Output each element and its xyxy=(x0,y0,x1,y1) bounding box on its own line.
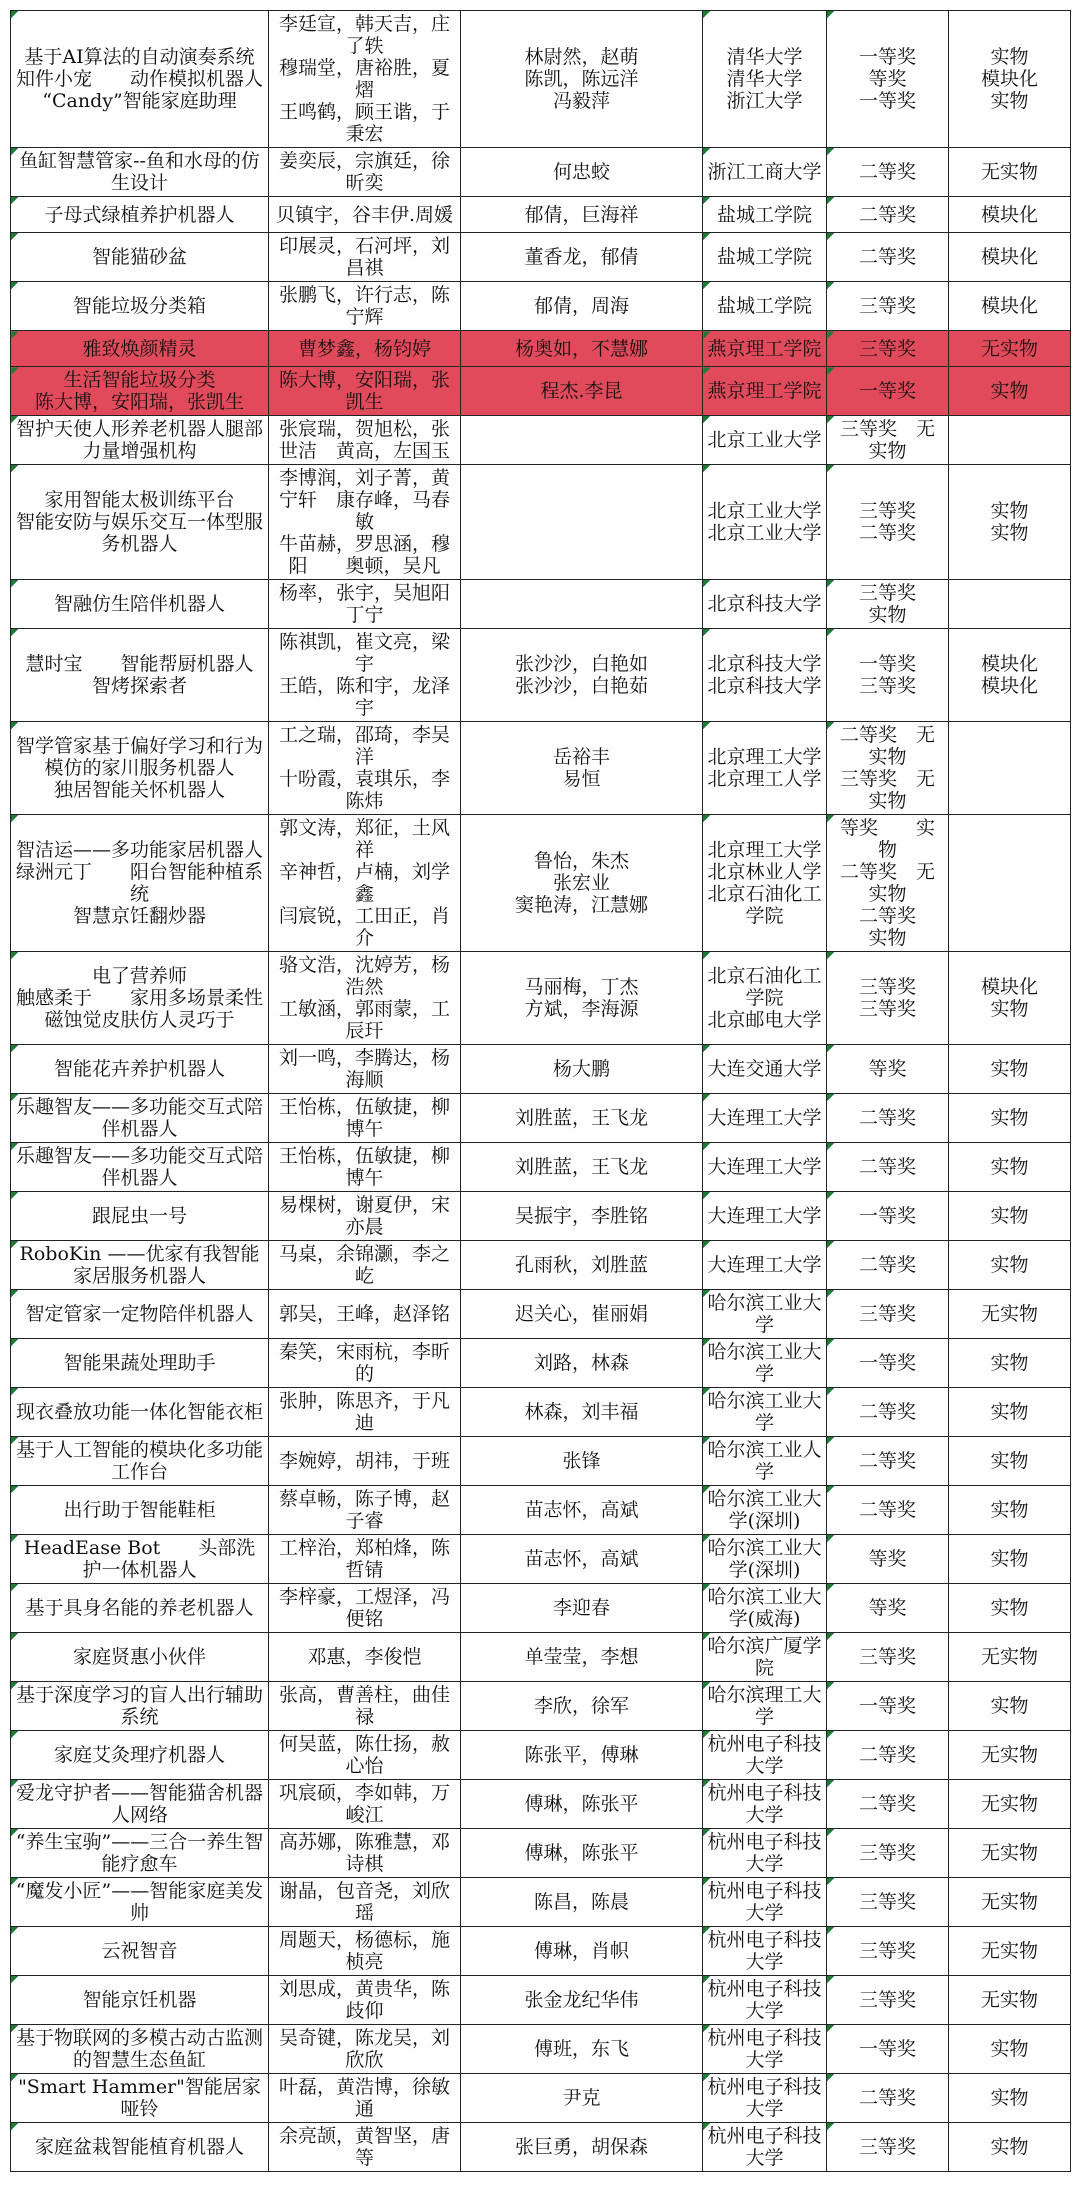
advisors-cell: 迟关心，崔丽娟 xyxy=(461,1290,703,1339)
students-cell: 巩宸硕，李如韩，万峻江 xyxy=(269,1780,461,1829)
school-cell: 北京理工大学 北京林业人学 北京石油化工学院 xyxy=(703,815,827,952)
form-cell: 实物 xyxy=(949,1192,1071,1241)
table-row xyxy=(11,2123,1071,2172)
award-cell: 三等奖 xyxy=(827,1976,949,2025)
advisors-cell: 陈昌，陈晨 xyxy=(461,1878,703,1927)
project-name-cell: 基于人工智能的模块化多功能工作台 xyxy=(11,1437,269,1486)
students-cell: 张宸瑞，贺旭松，张世洁 黄高，左国玉 xyxy=(269,416,461,465)
award-cell: 一等奖 三等奖 xyxy=(827,629,949,722)
advisors-cell: 傅琳，肖帜 xyxy=(461,1927,703,1976)
award-cell: 三等奖 三等奖 xyxy=(827,952,949,1045)
form-cell: 无实物 xyxy=(949,1976,1071,2025)
form-cell: 无实物 xyxy=(949,148,1071,197)
students-cell: 高苏娜，陈雅慧，邓诗棋 xyxy=(269,1829,461,1878)
award-cell: 三等奖 xyxy=(827,2123,949,2172)
award-cell: 等奖 xyxy=(827,1584,949,1633)
form-cell: 无实物 xyxy=(949,1731,1071,1780)
advisors-cell: 董香龙，郁倩 xyxy=(461,233,703,282)
students-cell: 李梓豪，工煜泽，冯便铭 xyxy=(269,1584,461,1633)
school-cell: 北京理工大学 北京理工人学 xyxy=(703,722,827,815)
advisors-cell: 张金龙纪华伟 xyxy=(461,1976,703,2025)
form-cell: 模块化 xyxy=(949,197,1071,233)
advisors-cell: 杨大鹏 xyxy=(461,1045,703,1094)
students-cell: 刘思成，黄贵华，陈歧仰 xyxy=(269,1976,461,2025)
project-name-cell: "Smart Hammer"智能居家哑铃 xyxy=(11,2074,269,2123)
school-cell: 大连交通大学 xyxy=(703,1045,827,1094)
students-cell: 陈祺凯，崔文亮，梁宇 王皓，陈和宇，龙泽宇 xyxy=(269,629,461,722)
school-cell: 哈尔滨工业大学(深圳) xyxy=(703,1535,827,1584)
form-cell: 无实物 xyxy=(949,1290,1071,1339)
project-name-cell: 跟屁虫一号 xyxy=(11,1192,269,1241)
school-cell: 北京工业大学 北京工业大学 xyxy=(703,465,827,580)
students-cell: 张肿，陈思齐，于凡迪 xyxy=(269,1388,461,1437)
advisors-cell: 何忠蛟 xyxy=(461,148,703,197)
form-cell xyxy=(949,580,1071,629)
project-name-cell: 乐趣智友——多功能交互式陪伴机器人 xyxy=(11,1094,269,1143)
school-cell: 杭州电子科技大学 xyxy=(703,1731,827,1780)
project-name-cell: 智能垃圾分类箱 xyxy=(11,282,269,331)
table-row xyxy=(11,1045,1071,1094)
table-row xyxy=(11,1437,1071,1486)
students-cell: 杨率，张宇，吴旭阳 丁宁 xyxy=(269,580,461,629)
table-row xyxy=(11,815,1071,952)
award-cell: 三等奖 二等奖 xyxy=(827,465,949,580)
students-cell: 曹梦鑫，杨钧婷 xyxy=(269,331,461,367)
students-cell: 邓惠，李俊恺 xyxy=(269,1633,461,1682)
advisors-cell: 程杰.李昆 xyxy=(461,367,703,416)
table-row xyxy=(11,1682,1071,1731)
project-name-cell: 鱼缸智慧管家--鱼和水母的仿生设计 xyxy=(11,148,269,197)
students-cell: 谢晶，包音尧，刘欣瑶 xyxy=(269,1878,461,1927)
award-cell: 等奖 实物 二等奖 无实物 二等奖 实物 xyxy=(827,815,949,952)
school-cell: 杭州电子科技大学 xyxy=(703,1878,827,1927)
advisors-cell xyxy=(461,465,703,580)
table-row xyxy=(11,282,1071,331)
form-cell xyxy=(949,815,1071,952)
school-cell: 杭州电子科技大学 xyxy=(703,1927,827,1976)
school-cell: 杭州电子科技大学 xyxy=(703,1976,827,2025)
students-cell: 余亮颉，黄智坚，唐等 xyxy=(269,2123,461,2172)
award-cell: 二等奖 xyxy=(827,1437,949,1486)
advisors-cell xyxy=(461,416,703,465)
project-name-cell: 家用智能太极训练平台 智能安防与娱乐交互一体型服务机器人 xyxy=(11,465,269,580)
advisors-cell: 张锋 xyxy=(461,1437,703,1486)
award-cell: 等奖 xyxy=(827,1045,949,1094)
school-cell: 杭州电子科技大学 xyxy=(703,2025,827,2074)
project-name-cell: 智能猫砂盆 xyxy=(11,233,269,282)
students-cell: 印展灵，石河坪，刘昌祺 xyxy=(269,233,461,282)
school-cell: 北京石油化工学院 北京邮电大学 xyxy=(703,952,827,1045)
school-cell: 杭州电子科技大学 xyxy=(703,1780,827,1829)
table-row xyxy=(11,1927,1071,1976)
award-cell: 二等奖 无实物 三等奖 无实物 xyxy=(827,722,949,815)
project-name-cell: 智融仿生陪伴机器人 xyxy=(11,580,269,629)
project-name-cell: 智学管家基于偏好学习和行为模仿的家川服务机器人 独居智能关怀机器人 xyxy=(11,722,269,815)
students-cell: 陈大博，安阳瑞，张凯生 xyxy=(269,367,461,416)
table-row xyxy=(11,1339,1071,1388)
table-row xyxy=(11,233,1071,282)
school-cell: 哈尔滨广厦学院 xyxy=(703,1633,827,1682)
project-name-cell: 云祝智音 xyxy=(11,1927,269,1976)
award-cell: 三等奖 xyxy=(827,1878,949,1927)
table-row xyxy=(11,1143,1071,1192)
advisors-cell: 傅琳，陈张平 xyxy=(461,1829,703,1878)
advisors-cell: 郁倩，巨海祥 xyxy=(461,197,703,233)
form-cell: 无实物 xyxy=(949,1878,1071,1927)
advisors-cell: 尹克 xyxy=(461,2074,703,2123)
advisors-cell: 单莹莹，李想 xyxy=(461,1633,703,1682)
table-row xyxy=(11,1290,1071,1339)
table-row xyxy=(11,11,1071,148)
students-cell: 郭文涛，郑征，土风祥 辛神哲，卢楠，刘学鑫 闫宸锐，工田正，肖介 xyxy=(269,815,461,952)
table-row xyxy=(11,952,1071,1045)
school-cell: 杭州电子科技大学 xyxy=(703,1829,827,1878)
advisors-cell: 鲁怡，朱杰 张宏业 窦艳涛，江慧娜 xyxy=(461,815,703,952)
table-row xyxy=(11,1584,1071,1633)
advisors-cell: 刘胜蓝，王飞龙 xyxy=(461,1094,703,1143)
advisors-cell: 傅琳，陈张平 xyxy=(461,1780,703,1829)
students-cell: 秦笑，宋雨杭，李昕的 xyxy=(269,1339,461,1388)
form-cell: 实物 xyxy=(949,1584,1071,1633)
project-name-cell: 基于AI算法的自动演奏系统 知件小宠 动作模拟机器人 “Candy”智能家庭助理 xyxy=(11,11,269,148)
students-cell: 王怡栋，伍敏捷，柳博午 xyxy=(269,1143,461,1192)
form-cell: 实物 模块化 实物 xyxy=(949,11,1071,148)
form-cell: 模块化 实物 xyxy=(949,952,1071,1045)
advisors-cell: 苗志怀，高斌 xyxy=(461,1535,703,1584)
students-cell: 何吴蓝，陈仕扬，赦心怡 xyxy=(269,1731,461,1780)
form-cell: 实物 xyxy=(949,1094,1071,1143)
award-cell: 二等奖 xyxy=(827,1143,949,1192)
students-cell: 工之瑞，邵琦，李吴洋 十吩霞，袁琪乐，李陈炜 xyxy=(269,722,461,815)
award-cell: 一等奖 xyxy=(827,367,949,416)
advisors-cell: 李迎春 xyxy=(461,1584,703,1633)
award-cell: 三等奖 实物 xyxy=(827,580,949,629)
form-cell: 实物 xyxy=(949,1045,1071,1094)
award-cell: 三等奖 xyxy=(827,331,949,367)
school-cell: 燕京理工学院 xyxy=(703,331,827,367)
project-name-cell: 慧时宝 智能帮厨机器人 智烤探索者 xyxy=(11,629,269,722)
table-row xyxy=(11,1388,1071,1437)
project-name-cell: 生活智能垃圾分类 陈大博，安阳瑞，张凯生 xyxy=(11,367,269,416)
school-cell: 哈尔滨工业大学 xyxy=(703,1339,827,1388)
form-cell: 实物 xyxy=(949,1143,1071,1192)
advisors-cell: 刘胜蓝，王飞龙 xyxy=(461,1143,703,1192)
project-name-cell: “魔发小匠”——智能家庭美发帅 xyxy=(11,1878,269,1927)
students-cell: 骆文浩，沈婷芳，杨浩然 工敏涵，郭雨蒙，工辰玕 xyxy=(269,952,461,1045)
award-cell: 一等奖 xyxy=(827,2025,949,2074)
school-cell: 北京科技大学 北京科技大学 xyxy=(703,629,827,722)
project-name-cell: 爱龙守护者——智能猫舍机器人网络 xyxy=(11,1780,269,1829)
project-name-cell: 现衣叠放功能一体化智能衣柜 xyxy=(11,1388,269,1437)
award-cell: 二等奖 xyxy=(827,148,949,197)
form-cell: 实物 xyxy=(949,367,1071,416)
advisors-cell: 傅班，东飞 xyxy=(461,2025,703,2074)
table-row xyxy=(11,629,1071,722)
advisors-cell: 林森，刘丰福 xyxy=(461,1388,703,1437)
students-cell: 李婉婷，胡祎，于班 xyxy=(269,1437,461,1486)
table-row xyxy=(11,1486,1071,1535)
award-cell: 三等奖 xyxy=(827,1633,949,1682)
school-cell: 哈尔滨工业大学(威海) xyxy=(703,1584,827,1633)
award-table-sheet xyxy=(10,10,1070,2172)
project-name-cell: HeadEase Bot 头部洗护一体机器人 xyxy=(11,1535,269,1584)
table-row xyxy=(11,722,1071,815)
project-name-cell: 基于具身名能的养老机器人 xyxy=(11,1584,269,1633)
project-name-cell: 家庭盆栽智能植育机器人 xyxy=(11,2123,269,2172)
table-row xyxy=(11,2025,1071,2074)
form-cell: 实物 xyxy=(949,2123,1071,2172)
form-cell: 实物 实物 xyxy=(949,465,1071,580)
school-cell: 哈尔滨理工大学 xyxy=(703,1682,827,1731)
award-cell: 等奖 xyxy=(827,1535,949,1584)
advisors-cell: 马丽梅，丁杰 方斌，李海源 xyxy=(461,952,703,1045)
award-cell: 三等奖 xyxy=(827,1829,949,1878)
form-cell: 无实物 xyxy=(949,1780,1071,1829)
table-row xyxy=(11,1535,1071,1584)
project-name-cell: 子母式绿植养护机器人 xyxy=(11,197,269,233)
table-row xyxy=(11,148,1071,197)
students-cell: 张高，曹善柱，曲佳禄 xyxy=(269,1682,461,1731)
school-cell: 大连理工大学 xyxy=(703,1143,827,1192)
students-cell: 贝镇宇，谷丰伊.周媛 xyxy=(269,197,461,233)
advisors-cell: 李欣，徐军 xyxy=(461,1682,703,1731)
project-name-cell: 基于深度学习的盲人出行辅助系统 xyxy=(11,1682,269,1731)
advisors-cell: 林尉然，赵萌 陈凯，陈远洋 冯毅萍 xyxy=(461,11,703,148)
project-name-cell: “养生宝驹”——三合一养生智能疗愈车 xyxy=(11,1829,269,1878)
award-cell: 二等奖 xyxy=(827,1731,949,1780)
project-name-cell: 智定管家一定物陪伴机器人 xyxy=(11,1290,269,1339)
table-row xyxy=(11,1731,1071,1780)
form-cell: 实物 xyxy=(949,2025,1071,2074)
award-cell: 二等奖 xyxy=(827,233,949,282)
award-cell: 二等奖 xyxy=(827,1388,949,1437)
school-cell: 清华大学 清华大学 浙江大学 xyxy=(703,11,827,148)
form-cell: 实物 xyxy=(949,1486,1071,1535)
school-cell: 浙江工商大学 xyxy=(703,148,827,197)
award-cell: 一等奖 xyxy=(827,1339,949,1388)
form-cell: 模块化 xyxy=(949,282,1071,331)
form-cell: 模块化 模块化 xyxy=(949,629,1071,722)
project-name-cell: 智护天使人形养老机器人腿部力量增强机构 xyxy=(11,416,269,465)
project-name-cell: 雅致焕颜精灵 xyxy=(11,331,269,367)
project-name-cell: 智能花卉养护机器人 xyxy=(11,1045,269,1094)
form-cell: 实物 xyxy=(949,1241,1071,1290)
school-cell: 燕京理工学院 xyxy=(703,367,827,416)
students-cell: 马桌，余锦灏，李之屹 xyxy=(269,1241,461,1290)
table-row xyxy=(11,1192,1071,1241)
students-cell: 王怡栋，伍敏捷，柳博午 xyxy=(269,1094,461,1143)
table-row xyxy=(11,1094,1071,1143)
table-row xyxy=(11,1976,1071,2025)
students-cell: 周题天，杨德标，施桢亮 xyxy=(269,1927,461,1976)
form-cell: 模块化 xyxy=(949,233,1071,282)
project-name-cell: 家庭贤惠小伙伴 xyxy=(11,1633,269,1682)
award-cell: 二等奖 xyxy=(827,1486,949,1535)
students-cell: 蔡卓畅，陈子博，赵子睿 xyxy=(269,1486,461,1535)
school-cell: 哈尔滨工业大学 xyxy=(703,1290,827,1339)
advisors-cell: 陈张平，傅琳 xyxy=(461,1731,703,1780)
award-cell: 二等奖 xyxy=(827,1094,949,1143)
advisors-cell: 苗志怀，高斌 xyxy=(461,1486,703,1535)
table-row xyxy=(11,1878,1071,1927)
project-name-cell: RoboKin ——优家有我智能家居服务机器人 xyxy=(11,1241,269,1290)
advisors-cell: 岳裕丰 易恒 xyxy=(461,722,703,815)
table-row xyxy=(11,1829,1071,1878)
school-cell: 盐城工学院 xyxy=(703,282,827,331)
project-name-cell: 电了营养师 触感柔于 家用多场景柔性磁蚀觉皮肤仿人灵巧于 xyxy=(11,952,269,1045)
students-cell: 李博润，刘子菁，黄宁轩 康存峰，马春敏 牛苗赫，罗思涵，穆阳 奥顿，吴凡 xyxy=(269,465,461,580)
form-cell: 实物 xyxy=(949,1388,1071,1437)
project-name-cell: 智能果蔬处理助手 xyxy=(11,1339,269,1388)
advisors-cell: 刘路，林森 xyxy=(461,1339,703,1388)
advisors-cell: 郁倩，周海 xyxy=(461,282,703,331)
students-cell: 张鹏飞，许行志，陈宁辉 xyxy=(269,282,461,331)
form-cell: 无实物 xyxy=(949,331,1071,367)
form-cell: 实物 xyxy=(949,1437,1071,1486)
advisors-cell: 张沙沙，白艳如 张沙沙，白艳茹 xyxy=(461,629,703,722)
award-cell: 一等奖 等奖 一等奖 xyxy=(827,11,949,148)
award-cell: 二等奖 xyxy=(827,197,949,233)
award-cell: 一等奖 xyxy=(827,1192,949,1241)
form-cell: 无实物 xyxy=(949,1829,1071,1878)
award-cell: 三等奖 无实物 xyxy=(827,416,949,465)
form-cell: 无实物 xyxy=(949,1927,1071,1976)
award-cell: 三等奖 xyxy=(827,282,949,331)
students-cell: 易棵树，谢夏伊，宋亦晨 xyxy=(269,1192,461,1241)
school-cell: 哈尔滨工业人学 xyxy=(703,1437,827,1486)
award-cell: 二等奖 xyxy=(827,1241,949,1290)
table-row xyxy=(11,331,1071,367)
advisors-cell: 杨奥如，不慧娜 xyxy=(461,331,703,367)
project-name-cell: 智洁运——多功能家居机器人 绿洲元丁 阳台智能种植系统 智慧京饪翻炒器 xyxy=(11,815,269,952)
award-cell: 三等奖 xyxy=(827,1927,949,1976)
project-name-cell: 家庭艾灸理疗机器人 xyxy=(11,1731,269,1780)
school-cell: 大连理工大学 xyxy=(703,1241,827,1290)
students-cell: 吴奇键，陈龙吴，刘欣欣 xyxy=(269,2025,461,2074)
students-cell: 李廷宣，韩天吉，庄了轶 穆瑞堂，唐裕胜，夏熠 王鸣鹤，顾王谐，于秉宏 xyxy=(269,11,461,148)
table-row xyxy=(11,2074,1071,2123)
award-cell: 一等奖 xyxy=(827,1682,949,1731)
table-row xyxy=(11,465,1071,580)
advisors-cell: 吴振宇，李胜铭 xyxy=(461,1192,703,1241)
students-cell: 工梓治，郑柏烽，陈哲锖 xyxy=(269,1535,461,1584)
table-row xyxy=(11,1633,1071,1682)
school-cell: 杭州电子科技大学 xyxy=(703,2074,827,2123)
project-name-cell: 基于物联网的多模古动古监测的智慧生态鱼缸 xyxy=(11,2025,269,2074)
advisors-cell: 张巨勇，胡保森 xyxy=(461,2123,703,2172)
award-table-body xyxy=(11,11,1071,2172)
form-cell: 实物 xyxy=(949,1682,1071,1731)
students-cell: 姜奕辰，宗旗廷，徐昕奕 xyxy=(269,148,461,197)
form-cell: 实物 xyxy=(949,1339,1071,1388)
students-cell: 刘一鸣，李腾达，杨海顺 xyxy=(269,1045,461,1094)
award-cell: 二等奖 xyxy=(827,1780,949,1829)
students-cell: 郭吴，王峰，赵泽铭 xyxy=(269,1290,461,1339)
award-cell: 二等奖 xyxy=(827,2074,949,2123)
school-cell: 杭州电子科技大学 xyxy=(703,2123,827,2172)
project-name-cell: 出行助于智能鞋柜 xyxy=(11,1486,269,1535)
school-cell: 哈尔滨工业大学 xyxy=(703,1388,827,1437)
table-row xyxy=(11,1780,1071,1829)
school-cell: 大连理工大学 xyxy=(703,1094,827,1143)
project-name-cell: 乐趣智友——多功能交互式陪伴机器人 xyxy=(11,1143,269,1192)
form-cell xyxy=(949,416,1071,465)
award-cell: 三等奖 xyxy=(827,1290,949,1339)
table-row xyxy=(11,197,1071,233)
school-cell: 盐城工学院 xyxy=(703,233,827,282)
students-cell: 叶磊，黄浩博，徐敏通 xyxy=(269,2074,461,2123)
school-cell: 北京工业大学 xyxy=(703,416,827,465)
award-table xyxy=(10,10,1071,2172)
form-cell: 实物 xyxy=(949,2074,1071,2123)
school-cell: 大连理工大学 xyxy=(703,1192,827,1241)
school-cell: 北京科技大学 xyxy=(703,580,827,629)
table-row xyxy=(11,580,1071,629)
form-cell: 无实物 xyxy=(949,1633,1071,1682)
form-cell xyxy=(949,722,1071,815)
table-row xyxy=(11,416,1071,465)
table-row xyxy=(11,367,1071,416)
form-cell: 实物 xyxy=(949,1535,1071,1584)
school-cell: 哈尔滨工业大学(深圳) xyxy=(703,1486,827,1535)
school-cell: 盐城工学院 xyxy=(703,197,827,233)
advisors-cell: 孔雨秋，刘胜蓝 xyxy=(461,1241,703,1290)
table-row xyxy=(11,1241,1071,1290)
project-name-cell: 智能京饪机器 xyxy=(11,1976,269,2025)
